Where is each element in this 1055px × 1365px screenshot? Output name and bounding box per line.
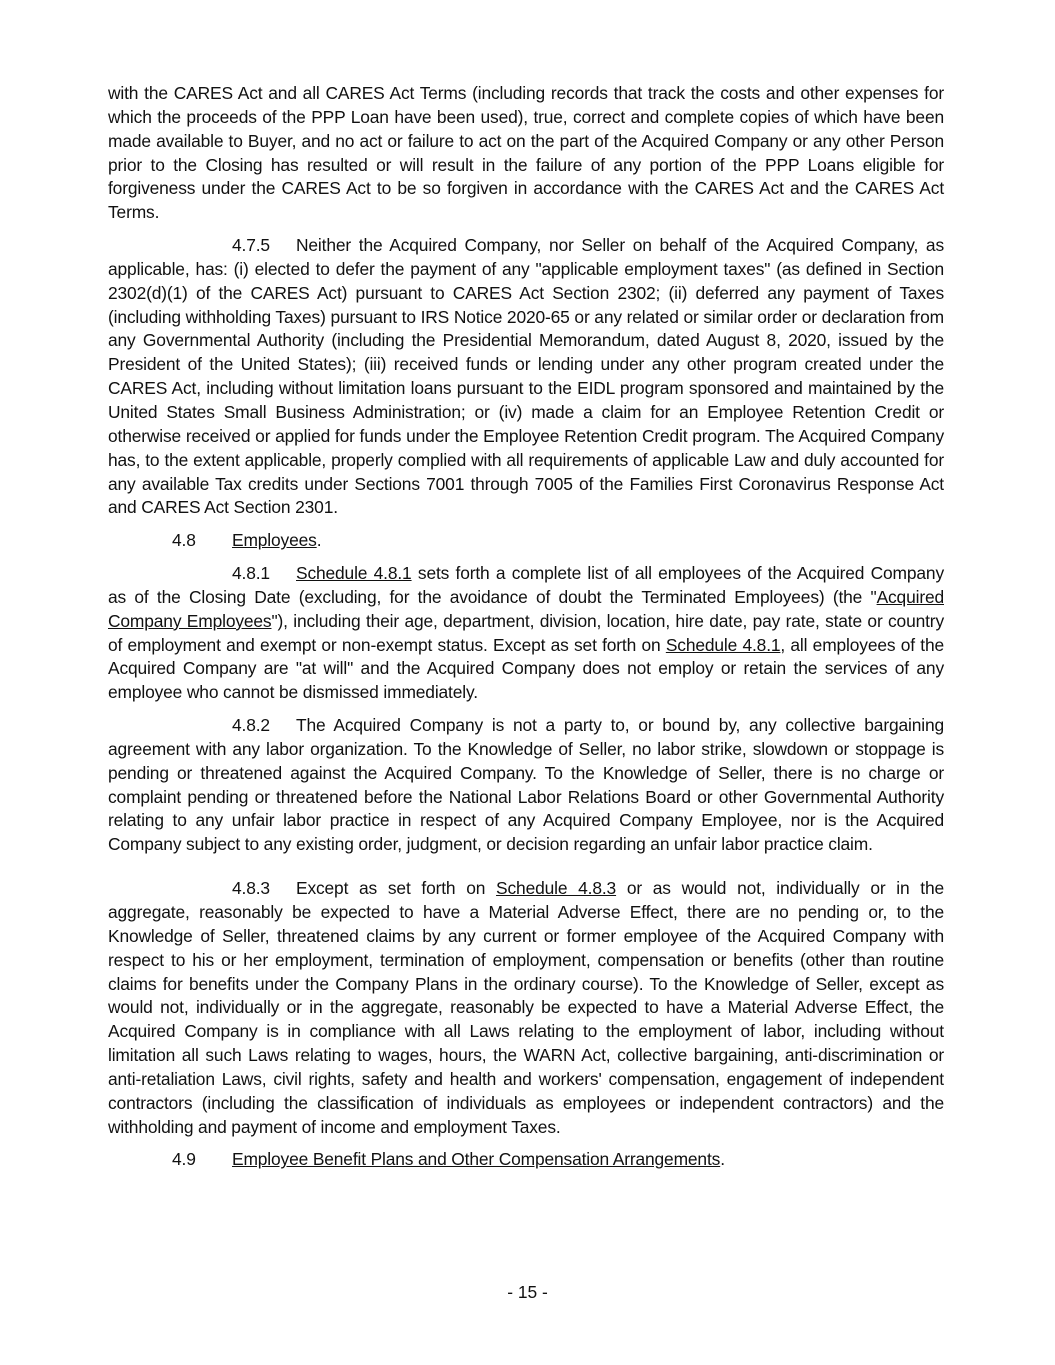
heading-period: . <box>720 1149 725 1170</box>
heading-number: 4.9 <box>172 1149 196 1170</box>
section-text: sets forth a complete list of all employees of the Acquired Company as of the Closing Date (excluding, for the avoidance of doubt the Terminated Employees) (the " <box>108 563 944 607</box>
section-4-7-5 <box>108 234 944 520</box>
schedule-reference: Schedule 4.8.3 <box>496 878 617 899</box>
section-number: 4.8.1 <box>232 563 270 584</box>
schedule-reference: Schedule 4.8.1 <box>296 563 412 584</box>
page-number: - 15 - <box>507 1282 548 1302</box>
heading-4-8 <box>108 529 944 553</box>
heading-title: Employee Benefit Plans and Other Compensation Arrangements <box>232 1149 721 1170</box>
heading-4-9 <box>108 1148 944 1172</box>
section-text: "), including their age, department, division, location, hire date, pay rate, state or country of employment and exempt or non-exempt status. Except as set forth on <box>108 610 944 655</box>
section-text: Except as set forth on <box>296 878 497 899</box>
heading-title: Employees <box>232 530 317 551</box>
section-text: , all employees of the Acquired Company are "at will" and the Acquired Company does not employ or retain the services of any employee who cannot be dismissed immediately. <box>108 634 944 703</box>
section-number: 4.8.2 <box>232 715 270 736</box>
section-number: 4.8.3 <box>232 878 270 899</box>
schedule-reference: Schedule 4.8.1 <box>665 634 781 655</box>
document-page <box>108 82 944 1181</box>
section-4-8-1 <box>108 562 944 705</box>
section-text: The Acquired Company is not a party to, or bound by, any collective bargaining agreement with any labor organization. To the Knowledge of Seller, no labor strike, slowdown or stoppage is pending or threatened against the Acquired Company. To the Knowledge of Seller, there is no charge or complaint pending or threatened before the National Labor Relations Board or other Governmental Authority relating to any unfair labor practice in respect of any Acquired Company Employee, nor is the Acquired Company subject to any existing order, judgment, or decision regarding an unfair labor practice claim. <box>108 715 944 855</box>
section-4-8-2 <box>108 714 944 857</box>
heading-period: . <box>316 530 322 551</box>
section-text: or as would not, individually or in the aggregate, reasonably be expected to have a Material Adverse Effect, there are no pending or, to the Knowledge of Seller, threatened claims by any current or former employee of the Acquired Company with respect to his or her employment, termination of employment, compensation or benefits (other than routine claims for benefits under the Company Plans in the ordinary course). To the Knowledge of Seller, except as would not, individually or in the aggregate, reasonably be expected to have a Material Adverse Effect, the Acquired Company is in compliance with all Laws relating to the employment of labor, including without limitation all such Laws relating to wages, hours, the WARN Act, collective bargaining, anti-discrimination or anti-retaliation Laws, civil rights, safety and health and workers' compensation, engagement of independent contractors (including the classification of individuals as employees or independent contractors) and the withholding and payment of income and employment Taxes. <box>108 878 944 1137</box>
paragraph-continuation: with the CARES Act and all CARES Act Terms (including records that track the costs and other expenses for which the proceeds of the PPP Loan have been used), true, correct and complete copies of which have been made available to Buyer, and no act or failure to act on the part of the Acquired Company or any other Person prior to the Closing has resulted or will result in the failure of any portion of the PPP Loans eligible for forgiveness under the CARES Act to be so forgiven in accordance with the CARES Act and the CARES Act Terms. <box>108 83 944 223</box>
section-number: 4.7.5 <box>232 235 270 256</box>
section-4-8-3 <box>108 877 944 1139</box>
heading-number: 4.8 <box>172 530 196 551</box>
section-text: Neither the Acquired Company, nor Seller on behalf of the Acquired Company, as applicable, has: (i) elected to defer the payment of any "applicable employment taxes" (as defined in Section 2302(d)(1) of the CARES Act) pursuant to CARES Act Section 2302; (ii) deferred any payment of Taxes (including withholding Taxes) pursuant to IRS Notice 2020-65 or any related or similar order or declaration from any Governmental Authority (including the Presidential Memorandum, dated August 8, 2020, issued by the President of the United States); (iii) received funds or lending under any other program created under the CARES Act, including without limitation loans pursuant to the EIDL program sponsored and maintained by the United States Small Business Administration; or (iv) made a claim for an Employee Retention Credit or otherwise received or applied for funds under the Employee Retention Credit program. The Acquired Company has, to the extent applicable, properly complied with all requirements of applicable Law and duly accounted for any available Tax credits under Sections 7001 through 7005 of the Families First Coronavirus Response Act and CARES Act Section 2301. <box>108 235 944 518</box>
defined-term: Acquired Company Employees <box>108 586 944 631</box>
